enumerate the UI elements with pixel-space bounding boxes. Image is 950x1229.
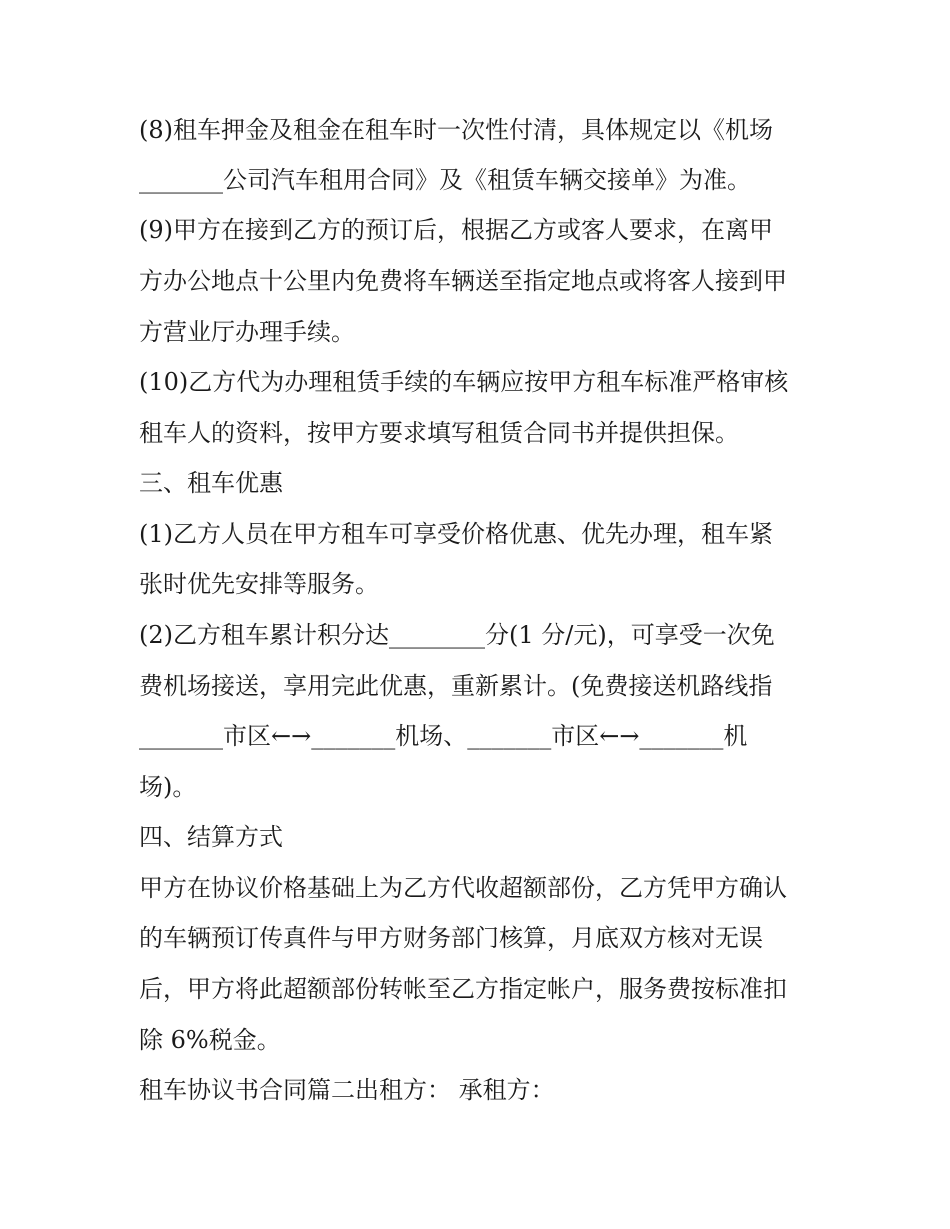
settlement-line-3: 后，甲方将此超额部份转帐至乙方指定帐户，服务费按标准扣 (139, 975, 787, 1003)
clause-8-line-2: _______公司汽车租用合同》及《租赁车辆交接单》为准。 (139, 166, 751, 194)
discount-2-line-1: (2)乙方租车累计积分达________分(1 分/元)，可享受一次免 (139, 621, 775, 649)
contract-two-heading: 租车协议书合同篇二出租方： 承租方： (139, 1076, 555, 1104)
section-heading-settlement: 四、结算方式 (139, 823, 283, 851)
discount-2-line-2: 费机场接送，享用完此优惠，重新累计。(免费接送机路线指 (139, 672, 773, 700)
clause-9-line-1: (9)甲方在接到乙方的预订后，根据乙方或客人要求，在离甲 (139, 216, 773, 244)
settlement-line-1: 甲方在协议价格基础上为乙方代收超额部份，乙方凭甲方确认 (139, 874, 787, 902)
discount-1-line-2: 张时优先安排等服务。 (139, 570, 379, 598)
discount-2-line-4: 场)。 (139, 773, 197, 801)
discount-1-line-1: (1)乙方人员在甲方租车可享受价格优惠、优先办理，租车紧 (139, 520, 773, 548)
settlement-line-2: 的车辆预订传真件与甲方财务部门核算，月底双方核对无误 (139, 924, 763, 952)
settlement-line-4: 除 6%税金。 (139, 1026, 281, 1054)
clause-8-line-1: (8)租车押金及租金在租车时一次性付清，具体规定以《机场 (139, 116, 773, 144)
section-heading-discount: 三、租车优惠 (139, 469, 283, 497)
clause-10-line-1: (10)乙方代为办理租赁手续的车辆应按甲方租车标准严格审核 (139, 368, 789, 396)
clause-10-line-2: 租车人的资料，按甲方要求填写租赁合同书并提供担保。 (139, 419, 739, 447)
clause-9-line-3: 方营业厅办理手续。 (139, 318, 355, 346)
discount-2-line-3: _______市区←→_______机场、_______市区←→_______机 (139, 722, 748, 750)
clause-9-line-2: 方办公地点十公里内免费将车辆送至指定地点或将客人接到甲 (139, 267, 787, 295)
